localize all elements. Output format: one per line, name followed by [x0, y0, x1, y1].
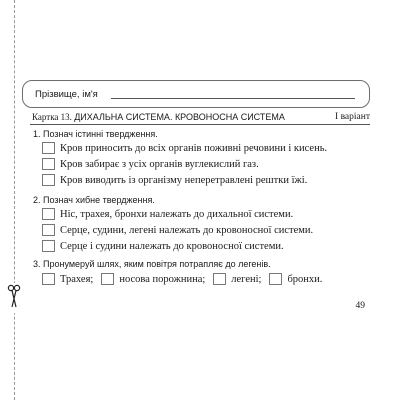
name-field-label: Прізвище, ім'я: [35, 89, 98, 100]
card-number: Картка 13.: [32, 112, 72, 122]
order-item-text: Трахея;: [60, 273, 94, 285]
statement-text: Кров виводить із організму неперетравлені рештки їжі.: [60, 174, 308, 186]
task-2-statement: [42, 239, 284, 253]
card-topic: ДИХАЛЬНА СИСТЕМА. КРОВОНОСНА СИСТЕМА: [74, 112, 285, 122]
card-title: [32, 112, 285, 122]
number-box[interactable]: [213, 273, 226, 285]
answer-checkbox[interactable]: [42, 208, 55, 220]
number-box[interactable]: [101, 273, 114, 285]
answer-checkbox[interactable]: [42, 240, 55, 252]
task-2-heading: 2. Познач хибне твердження.: [33, 195, 155, 205]
order-item: [213, 273, 261, 285]
answer-checkbox[interactable]: [42, 224, 55, 236]
number-box[interactable]: [269, 273, 282, 285]
task-2-statement: [42, 223, 313, 237]
statement-text: Серце і судини належать до кровоносної системи.: [60, 240, 284, 252]
answer-checkbox[interactable]: [42, 142, 55, 154]
task-2-statement: [42, 207, 293, 221]
variant-label: І варіант: [335, 112, 370, 122]
order-item-text: бронхи.: [287, 273, 323, 285]
statement-text: Кров забирає з усіх органів вуглекислий газ.: [60, 158, 259, 170]
order-item: [269, 273, 322, 285]
task-1-statement: [42, 157, 259, 171]
task-1-statement: [42, 173, 307, 187]
cut-line: [14, 0, 15, 400]
statement-text: Серце, судини, легені належать до кровоносної системи.: [60, 224, 314, 236]
order-row: [42, 272, 330, 286]
order-item: [101, 273, 205, 285]
statement-text: Ніс, трахея, бронхи належать до дихальної системи.: [60, 208, 294, 220]
page-number: 49: [355, 301, 365, 311]
header-divider: [30, 124, 370, 125]
order-item-text: легені;: [231, 273, 262, 285]
number-box[interactable]: [42, 273, 55, 285]
task-1-heading: 1. Познач істинні твердження.: [33, 129, 158, 139]
name-field: [22, 80, 370, 108]
task-1-statement: [42, 141, 327, 155]
order-item-text: носова порожнина;: [119, 273, 206, 285]
scissors-icon: [7, 283, 21, 313]
order-item: [42, 273, 93, 285]
task-3-heading: 3. Пронумеруй шлях, яким повітря потрапляє до легенів.: [33, 259, 271, 269]
name-input-line[interactable]: [111, 98, 355, 99]
answer-checkbox[interactable]: [42, 158, 55, 170]
answer-checkbox[interactable]: [42, 174, 55, 186]
statement-text: Кров приносить до всіх органів поживні речовини і кисень.: [60, 142, 328, 154]
